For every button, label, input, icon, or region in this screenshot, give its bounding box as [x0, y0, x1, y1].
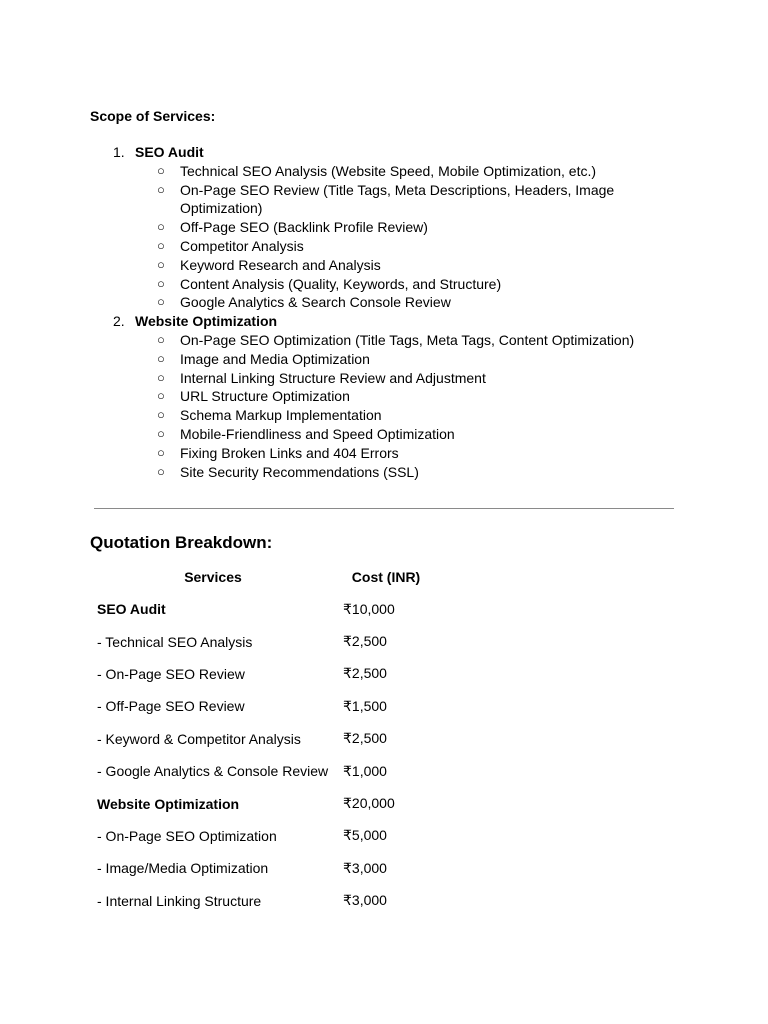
list-item-text: Technical SEO Analysis (Website Speed, Mobile Optimization, etc.) [180, 162, 597, 179]
list-item [135, 444, 630, 463]
scope-list [90, 143, 690, 481]
column-header-cost: Cost (INR) [351, 568, 421, 585]
section-title: Website Optimization [135, 313, 278, 330]
scope-section-website-optimization [90, 312, 690, 481]
service-cell: - On-Page SEO Review [97, 665, 245, 682]
website-optimization-items [135, 331, 690, 481]
circle-bullet-icon: ○ [157, 237, 165, 253]
quotation-table [90, 560, 436, 917]
list-item [135, 293, 630, 312]
circle-bullet-icon: ○ [157, 162, 165, 178]
circle-bullet-icon: ○ [157, 444, 165, 460]
table-row [90, 755, 436, 787]
list-item-text: Competitor Analysis [180, 237, 304, 254]
list-item-text: Site Security Recommendations (SSL) [180, 463, 419, 480]
service-cell: Website Optimization [97, 795, 240, 812]
list-item-text: Image and Media Optimization [180, 350, 370, 367]
list-item-text: URL Structure Optimization [180, 388, 350, 405]
list-item-text: Google Analytics & Search Console Review [180, 294, 451, 311]
table-row [90, 787, 436, 819]
list-item-text: Content Analysis (Quality, Keywords, and Structure) [180, 275, 502, 292]
cost-cell: ₹3,000 [343, 892, 387, 909]
service-cell: - On-Page SEO Optimization [97, 827, 277, 844]
table-row [90, 723, 436, 755]
list-item [135, 387, 630, 406]
cost-cell: ₹3,000 [343, 859, 387, 876]
table-header-row [90, 560, 436, 593]
list-item-text: On-Page SEO Review (Title Tags, Meta Descriptions, Headers, Image Optimization) [180, 181, 615, 217]
list-item [135, 181, 630, 219]
list-item [135, 218, 630, 237]
service-cell: - Google Analytics & Console Review [97, 763, 329, 780]
circle-bullet-icon: ○ [157, 331, 165, 347]
list-item [135, 369, 630, 388]
scope-heading: Scope of Services: [90, 108, 216, 124]
circle-bullet-icon: ○ [157, 369, 165, 385]
circle-bullet-icon: ○ [157, 294, 165, 310]
seo-audit-items [135, 162, 690, 312]
circle-bullet-icon: ○ [157, 181, 165, 197]
cost-cell: ₹2,500 [343, 633, 387, 650]
cost-cell: ₹2,500 [343, 730, 387, 747]
scope-section-seo-audit [90, 143, 690, 312]
service-cell: - Keyword & Competitor Analysis [97, 730, 301, 747]
cost-cell: ₹1,500 [343, 697, 387, 714]
list-item-text: Schema Markup Implementation [180, 407, 382, 424]
table-row [90, 625, 436, 657]
service-cell: - Internal Linking Structure [97, 892, 262, 909]
cost-cell: ₹20,000 [343, 795, 395, 812]
table-row [90, 852, 436, 884]
section-number: 2. [113, 313, 125, 330]
horizontal-divider [94, 508, 674, 509]
list-item [135, 406, 630, 425]
list-item [135, 237, 630, 256]
table-row [90, 820, 436, 852]
column-header-services: Services [184, 568, 242, 585]
list-item-text: On-Page SEO Optimization (Title Tags, Meta Tags, Content Optimization) [180, 331, 635, 348]
circle-bullet-icon: ○ [157, 256, 165, 272]
cost-cell: ₹2,500 [343, 665, 387, 682]
list-item [135, 275, 630, 294]
list-item-text: Internal Linking Structure Review and Adjustment [180, 369, 486, 386]
table-row [90, 658, 436, 690]
circle-bullet-icon: ○ [157, 275, 165, 291]
list-item-text: Keyword Research and Analysis [180, 256, 381, 273]
list-item [135, 463, 630, 482]
circle-bullet-icon: ○ [157, 219, 165, 235]
service-cell: - Image/Media Optimization [97, 860, 269, 877]
cost-cell: ₹1,000 [343, 762, 387, 779]
list-item-text: Mobile-Friendliness and Speed Optimization [180, 425, 455, 442]
service-cell: - Technical SEO Analysis [97, 633, 253, 650]
cost-cell: ₹5,000 [343, 827, 387, 844]
cost-cell: ₹10,000 [343, 600, 395, 617]
circle-bullet-icon: ○ [157, 388, 165, 404]
circle-bullet-icon: ○ [157, 463, 165, 479]
service-cell: SEO Audit [97, 601, 166, 618]
quotation-heading: Quotation Breakdown: [90, 533, 273, 552]
list-item [135, 162, 630, 181]
list-item [135, 425, 630, 444]
list-item [135, 256, 630, 275]
circle-bullet-icon: ○ [157, 407, 165, 423]
list-item [135, 350, 630, 369]
section-title: SEO Audit [135, 144, 204, 160]
table-row [90, 885, 436, 917]
section-number: 1. [113, 144, 125, 160]
table-row [90, 690, 436, 722]
table-row [90, 593, 436, 625]
service-cell: - Off-Page SEO Review [97, 698, 245, 715]
list-item-text: Fixing Broken Links and 404 Errors [180, 444, 399, 461]
list-item [135, 331, 650, 350]
list-item-text: Off-Page SEO (Backlink Profile Review) [180, 219, 428, 236]
circle-bullet-icon: ○ [157, 425, 165, 441]
circle-bullet-icon: ○ [157, 350, 165, 366]
